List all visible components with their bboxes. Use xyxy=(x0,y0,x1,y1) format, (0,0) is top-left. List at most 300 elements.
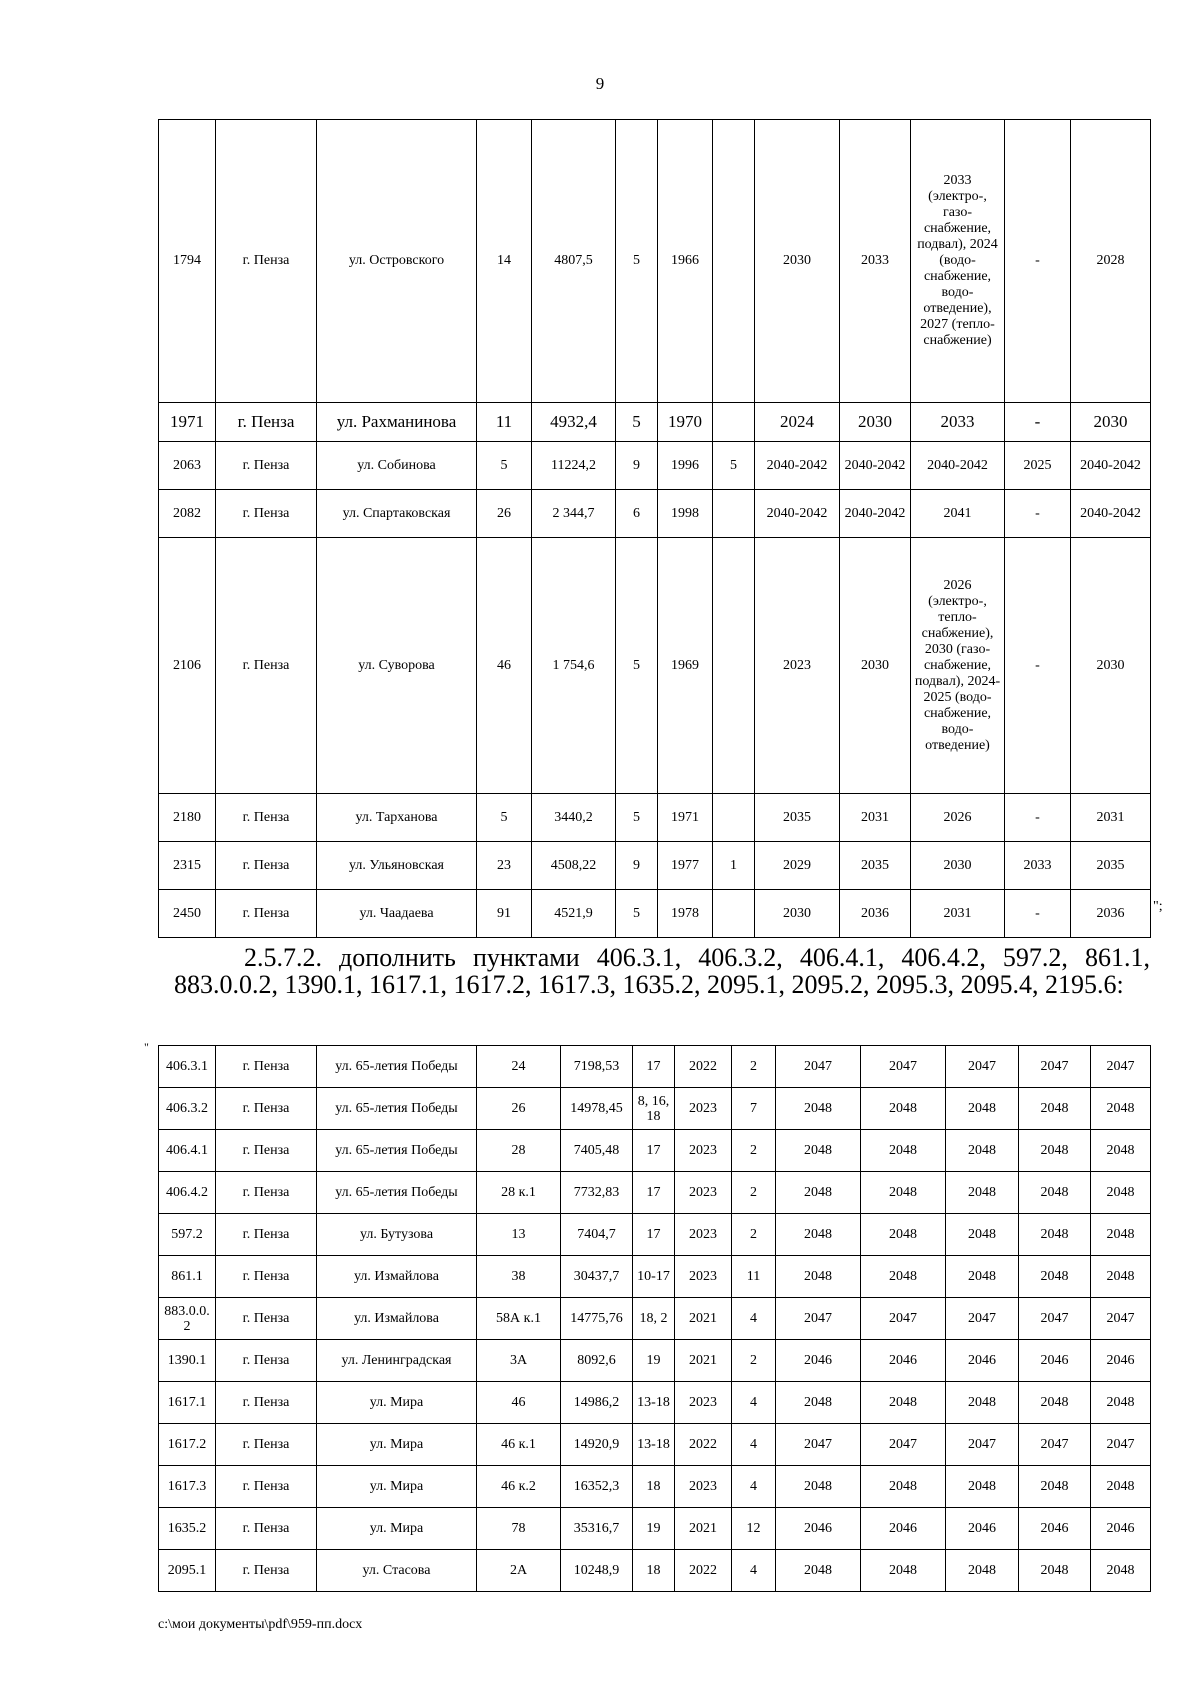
table-cell: 2047 xyxy=(1019,1424,1091,1466)
buildings-table-continued xyxy=(158,119,1151,938)
table-cell: 2022 xyxy=(675,1046,732,1088)
table-cell: 11224,2 xyxy=(532,442,616,490)
table-cell: 14978,45 xyxy=(561,1088,633,1130)
table-cell: 46 xyxy=(477,538,532,794)
table-cell: 2040-2042 xyxy=(840,442,911,490)
table-cell: 2063 xyxy=(159,442,216,490)
table-cell: 406.4.2 xyxy=(159,1172,216,1214)
table-cell: 2047 xyxy=(1091,1424,1151,1466)
table-cell: 2048 xyxy=(776,1550,861,1592)
table-cell: г. Пенза xyxy=(216,794,317,842)
table-cell: 2048 xyxy=(946,1382,1019,1424)
table-cell: 4 xyxy=(732,1382,776,1424)
table-cell: 18 xyxy=(633,1466,675,1508)
table-cell: 2023 xyxy=(675,1382,732,1424)
table-row xyxy=(159,842,1151,890)
table-cell: ул. Измайлова xyxy=(317,1298,477,1340)
table-cell: 38 xyxy=(477,1256,561,1298)
table-cell: 5 xyxy=(616,403,658,442)
table-cell: 2047 xyxy=(946,1298,1019,1340)
table-cell: 2 xyxy=(732,1340,776,1382)
table-cell: 1390.1 xyxy=(159,1340,216,1382)
table-cell: 9 xyxy=(616,442,658,490)
table-cell: 1969 xyxy=(658,538,713,794)
table-cell: 28 xyxy=(477,1130,561,1172)
table-cell: 2 xyxy=(732,1172,776,1214)
table-cell: 3А xyxy=(477,1340,561,1382)
page-number: 9 xyxy=(595,74,605,93)
table-cell: 2047 xyxy=(776,1298,861,1340)
table-cell: 2048 xyxy=(861,1256,946,1298)
table-row xyxy=(159,794,1151,842)
table-cell: 4521,9 xyxy=(532,890,616,938)
table-row xyxy=(159,120,1151,403)
table-cell: г. Пенза xyxy=(216,538,317,794)
table-cell: 6 xyxy=(616,490,658,538)
table-cell: 2036 xyxy=(840,890,911,938)
table-cell: 2024 xyxy=(755,403,840,442)
amendment-paragraph xyxy=(174,944,1150,998)
table-cell: - xyxy=(1005,120,1071,403)
table-cell: ул. 65-летия Победы xyxy=(317,1130,477,1172)
table-cell: ул. Ульяновская xyxy=(317,842,477,890)
table-cell: г. Пенза xyxy=(216,1256,317,1298)
table-cell: 26 xyxy=(477,490,532,538)
table-cell: 2023 xyxy=(675,1172,732,1214)
table-cell: 10248,9 xyxy=(561,1550,633,1592)
table-cell: 7732,83 xyxy=(561,1172,633,1214)
table-cell: 2023 xyxy=(675,1130,732,1172)
table-cell: 2046 xyxy=(1019,1340,1091,1382)
table-cell: 5 xyxy=(477,794,532,842)
table-cell: 597.2 xyxy=(159,1214,216,1256)
table-cell: 2047 xyxy=(776,1046,861,1088)
table-cell: 91 xyxy=(477,890,532,938)
table-cell: 28 к.1 xyxy=(477,1172,561,1214)
table-cell: ул. Рахманинова xyxy=(317,403,477,442)
table-cell: ул. Мира xyxy=(317,1466,477,1508)
table-cell: 1 xyxy=(713,842,755,890)
table-cell: 16352,3 xyxy=(561,1466,633,1508)
table-cell: 2046 xyxy=(1019,1508,1091,1550)
table-cell: 2033 xyxy=(911,403,1005,442)
table-cell: 2030 xyxy=(840,403,911,442)
table-cell: ул. 65-летия Победы xyxy=(317,1046,477,1088)
table-cell: 19 xyxy=(633,1508,675,1550)
table-cell: 2315 xyxy=(159,842,216,890)
table-cell xyxy=(713,538,755,794)
table-cell: 2023 xyxy=(675,1088,732,1130)
table-cell: 2048 xyxy=(861,1214,946,1256)
table-cell: г. Пенза xyxy=(216,890,317,938)
table-cell: 5 xyxy=(616,538,658,794)
table-cell: 2048 xyxy=(946,1550,1019,1592)
table-cell: - xyxy=(1005,794,1071,842)
table-cell: 2022 xyxy=(675,1424,732,1466)
table-cell: 2047 xyxy=(861,1424,946,1466)
table-cell: ул. Тарханова xyxy=(317,794,477,842)
table-cell: ул. 65-летия Победы xyxy=(317,1172,477,1214)
table-cell: 2040-2042 xyxy=(840,490,911,538)
table-cell: 17 xyxy=(633,1046,675,1088)
closing-quote: "; xyxy=(1153,899,1163,914)
table-cell: 2030 xyxy=(755,890,840,938)
table-cell: 2030 xyxy=(911,842,1005,890)
table-cell: 18 xyxy=(633,1550,675,1592)
table-cell: 46 к.2 xyxy=(477,1466,561,1508)
table-cell: ул. Островского xyxy=(317,120,477,403)
table-cell: 2048 xyxy=(1019,1382,1091,1424)
table-cell: г. Пенза xyxy=(216,1466,317,1508)
table-row xyxy=(159,538,1151,794)
table-cell: 1617.3 xyxy=(159,1466,216,1508)
table-cell: 4 xyxy=(732,1550,776,1592)
table-cell: 2048 xyxy=(861,1550,946,1592)
table-cell: 46 xyxy=(477,1382,561,1424)
table-cell: 2029 xyxy=(755,842,840,890)
table-cell: 4508,22 xyxy=(532,842,616,890)
table-cell: 2048 xyxy=(1091,1172,1151,1214)
table-cell xyxy=(713,890,755,938)
table-cell: 1971 xyxy=(159,403,216,442)
table-cell: 26 xyxy=(477,1088,561,1130)
table-cell: 2031 xyxy=(1071,794,1151,842)
table-cell: 2031 xyxy=(840,794,911,842)
table-cell: 3440,2 xyxy=(532,794,616,842)
table-cell: 406.4.1 xyxy=(159,1130,216,1172)
table-cell: 2047 xyxy=(776,1424,861,1466)
table-cell: 2А xyxy=(477,1550,561,1592)
table-row xyxy=(159,1382,1151,1424)
table-cell: 4 xyxy=(732,1298,776,1340)
table-cell: 2048 xyxy=(1091,1466,1151,1508)
table-cell: - xyxy=(1005,538,1071,794)
table-cell: 2030 xyxy=(1071,403,1151,442)
table-cell: 2046 xyxy=(1091,1340,1151,1382)
table-cell: г. Пенза xyxy=(216,1382,317,1424)
table-cell: ул. Собинова xyxy=(317,442,477,490)
table-cell: ул. Мира xyxy=(317,1508,477,1550)
table-cell: 17 xyxy=(633,1172,675,1214)
table-cell: 4807,5 xyxy=(532,120,616,403)
table-cell: 2048 xyxy=(1091,1256,1151,1298)
table-cell: г. Пенза xyxy=(216,1172,317,1214)
table-cell: 1617.2 xyxy=(159,1424,216,1466)
opening-quote: " xyxy=(144,1040,149,1054)
table-cell: 2047 xyxy=(861,1298,946,1340)
footer-file-path: c:\мои документы\pdf\959-пп.docx xyxy=(158,1617,363,1632)
table-cell: 11 xyxy=(477,403,532,442)
table-cell: 2046 xyxy=(1091,1508,1151,1550)
table-cell: 2030 xyxy=(755,120,840,403)
table-cell: 2031 xyxy=(911,890,1005,938)
table-cell: г. Пенза xyxy=(216,120,317,403)
table-cell: 23 xyxy=(477,842,532,890)
table-cell: 2040-2042 xyxy=(1071,442,1151,490)
table-cell: 17 xyxy=(633,1214,675,1256)
table-cell: 2033 xyxy=(1005,842,1071,890)
table-cell: 2026 (электро-, тепло-снабжение), 2030 (газо-снабжение, подвал), 2024-2025 (водо-снабжение, водо-отведение) xyxy=(911,538,1005,794)
table-row xyxy=(159,403,1151,442)
table-cell: 2 xyxy=(732,1046,776,1088)
table-cell: 2023 xyxy=(675,1466,732,1508)
table-cell: - xyxy=(1005,403,1071,442)
table-cell: 4 xyxy=(732,1424,776,1466)
table-cell: - xyxy=(1005,890,1071,938)
table-cell: г. Пенза xyxy=(216,1214,317,1256)
table-cell: 2048 xyxy=(776,1172,861,1214)
table-cell: г. Пенза xyxy=(216,442,317,490)
table-cell: 2047 xyxy=(1019,1298,1091,1340)
table-cell: 2040-2042 xyxy=(755,442,840,490)
table-cell: 2048 xyxy=(1019,1466,1091,1508)
table-cell: 2047 xyxy=(1019,1046,1091,1088)
table-cell: 12 xyxy=(732,1508,776,1550)
table-cell: 2028 xyxy=(1071,120,1151,403)
table-cell: 2046 xyxy=(861,1340,946,1382)
table-cell: 7198,53 xyxy=(561,1046,633,1088)
table-cell: 7405,48 xyxy=(561,1130,633,1172)
table-cell: 2040-2042 xyxy=(755,490,840,538)
table-row xyxy=(159,1130,1151,1172)
table-cell: 2048 xyxy=(776,1256,861,1298)
table-cell: 2 xyxy=(732,1214,776,1256)
table-cell: 2048 xyxy=(946,1214,1019,1256)
table-cell: 2047 xyxy=(1091,1046,1151,1088)
table-cell: 14986,2 xyxy=(561,1382,633,1424)
table-row xyxy=(159,1298,1151,1340)
table-row xyxy=(159,1550,1151,1592)
table-cell: г. Пенза xyxy=(216,1340,317,1382)
table-cell: 2047 xyxy=(861,1046,946,1088)
table-cell: 2048 xyxy=(776,1382,861,1424)
table-cell: 2048 xyxy=(1019,1256,1091,1298)
table-cell: 2030 xyxy=(1071,538,1151,794)
table-cell: ул. Мира xyxy=(317,1382,477,1424)
table-cell: 2046 xyxy=(776,1340,861,1382)
table-cell: ул. Мира xyxy=(317,1424,477,1466)
table-cell: г. Пенза xyxy=(216,1424,317,1466)
table-cell: 4932,4 xyxy=(532,403,616,442)
table-cell: 58А к.1 xyxy=(477,1298,561,1340)
table-cell: 2048 xyxy=(1091,1214,1151,1256)
table-cell: 2040-2042 xyxy=(1071,490,1151,538)
table-cell: 2033 (электро-, газо-снабжение, подвал), 2024 (водо-снабжение, водо-отведение), 2027 (тепло-снабжение) xyxy=(911,120,1005,403)
table-cell: 2 xyxy=(732,1130,776,1172)
table-cell xyxy=(713,403,755,442)
table-cell: 2048 xyxy=(1091,1382,1151,1424)
table-cell: 2021 xyxy=(675,1298,732,1340)
table-cell: 5 xyxy=(616,794,658,842)
table-cell: 2048 xyxy=(776,1466,861,1508)
table-cell: 2048 xyxy=(1019,1550,1091,1592)
table-cell: 2046 xyxy=(946,1340,1019,1382)
table-cell: 30437,7 xyxy=(561,1256,633,1298)
table-cell: 14775,76 xyxy=(561,1298,633,1340)
table-cell: ул. Чаадаева xyxy=(317,890,477,938)
table-cell: г. Пенза xyxy=(216,842,317,890)
table-cell: 5 xyxy=(477,442,532,490)
table-cell: 2048 xyxy=(946,1256,1019,1298)
table-cell: 2048 xyxy=(861,1382,946,1424)
table-cell: - xyxy=(1005,490,1071,538)
table-cell: 2023 xyxy=(675,1256,732,1298)
table-cell xyxy=(713,490,755,538)
table-row xyxy=(159,1172,1151,1214)
table-cell: 7 xyxy=(732,1088,776,1130)
table-cell: ул. Стасова xyxy=(317,1550,477,1592)
table-cell: ул. Спартаковская xyxy=(317,490,477,538)
table-row xyxy=(159,1508,1151,1550)
table-cell: г. Пенза xyxy=(216,403,317,442)
table-cell: 2048 xyxy=(946,1088,1019,1130)
table-cell: 9 xyxy=(616,842,658,890)
table-cell xyxy=(713,794,755,842)
table-cell: 2047 xyxy=(946,1424,1019,1466)
table-cell: 2047 xyxy=(946,1046,1019,1088)
table-cell: 861.1 xyxy=(159,1256,216,1298)
table-cell: 13-18 xyxy=(633,1424,675,1466)
table-cell: г. Пенза xyxy=(216,1550,317,1592)
table-cell: 2450 xyxy=(159,890,216,938)
table-cell: г. Пенза xyxy=(216,1046,317,1088)
table-cell: 1998 xyxy=(658,490,713,538)
table-row xyxy=(159,890,1151,938)
table-cell: 2033 xyxy=(840,120,911,403)
table-cell: 17 xyxy=(633,1130,675,1172)
table-cell: 2035 xyxy=(755,794,840,842)
table-cell: 5 xyxy=(616,890,658,938)
table-cell: 1966 xyxy=(658,120,713,403)
table-cell: г. Пенза xyxy=(216,490,317,538)
table-cell: 406.3.2 xyxy=(159,1088,216,1130)
table-cell: 2022 xyxy=(675,1550,732,1592)
table-cell: 18, 2 xyxy=(633,1298,675,1340)
table-cell: 1996 xyxy=(658,442,713,490)
table-cell: 2021 xyxy=(675,1340,732,1382)
buildings-table-added xyxy=(158,1045,1151,1592)
table-row xyxy=(159,1424,1151,1466)
table-cell: 13-18 xyxy=(633,1382,675,1424)
table-cell: 2048 xyxy=(861,1088,946,1130)
table-cell: 8092,6 xyxy=(561,1340,633,1382)
table-cell: 14920,9 xyxy=(561,1424,633,1466)
table-cell: 2023 xyxy=(755,538,840,794)
table-cell: 2048 xyxy=(861,1130,946,1172)
table-cell: 2180 xyxy=(159,794,216,842)
table-cell: 2048 xyxy=(776,1214,861,1256)
table-row xyxy=(159,1466,1151,1508)
table-cell: 2 344,7 xyxy=(532,490,616,538)
table-cell: 2095.1 xyxy=(159,1550,216,1592)
table-cell: ул. Измайлова xyxy=(317,1256,477,1298)
amendment-text: 2.5.7.2. дополнить пунктами 406.3.1, 406.3.2, 406.4.1, 406.4.2, 597.2, 861.1, 883.0.0.2, 1390.1, 1617.1, 1617.2, 1617.3, 1635.2, 2095.1, 2095.2, 2095.3, 2095.4, 2195.6: xyxy=(174,943,1150,999)
table-cell: 883.0.0.2 xyxy=(159,1298,216,1340)
table-cell: 2023 xyxy=(675,1214,732,1256)
table-cell: 2048 xyxy=(1019,1130,1091,1172)
table-cell: 2048 xyxy=(1091,1130,1151,1172)
table-cell: 13 xyxy=(477,1214,561,1256)
table-cell: 2048 xyxy=(1091,1088,1151,1130)
table-row xyxy=(159,1256,1151,1298)
table-cell: 1 754,6 xyxy=(532,538,616,794)
table-cell: 2047 xyxy=(1091,1298,1151,1340)
table-cell: 1970 xyxy=(658,403,713,442)
table-cell: 2048 xyxy=(1091,1550,1151,1592)
table-cell: 2048 xyxy=(1019,1172,1091,1214)
table-cell: 1617.1 xyxy=(159,1382,216,1424)
table-cell: 1635.2 xyxy=(159,1508,216,1550)
table-cell: 2046 xyxy=(776,1508,861,1550)
table-cell: 2048 xyxy=(946,1130,1019,1172)
table-cell: 1794 xyxy=(159,120,216,403)
table-cell: 8, 16, 18 xyxy=(633,1088,675,1130)
table-row xyxy=(159,1214,1151,1256)
table-cell: г. Пенза xyxy=(216,1298,317,1340)
table-cell: 1971 xyxy=(658,794,713,842)
table-row xyxy=(159,1046,1151,1088)
table-cell: 7404,7 xyxy=(561,1214,633,1256)
table-cell: 2025 xyxy=(1005,442,1071,490)
table-cell: 2030 xyxy=(840,538,911,794)
table-cell: 2035 xyxy=(1071,842,1151,890)
table-cell: 11 xyxy=(732,1256,776,1298)
table-cell: 19 xyxy=(633,1340,675,1382)
table-cell: г. Пенза xyxy=(216,1130,317,1172)
table-cell xyxy=(713,120,755,403)
table-cell: 2046 xyxy=(861,1508,946,1550)
table-cell: 2021 xyxy=(675,1508,732,1550)
table-cell: 1977 xyxy=(658,842,713,890)
table-row xyxy=(159,442,1151,490)
table-row xyxy=(159,490,1151,538)
table-row xyxy=(159,1340,1151,1382)
table-cell: 2046 xyxy=(946,1508,1019,1550)
table-cell: 2026 xyxy=(911,794,1005,842)
table-cell: 2048 xyxy=(776,1130,861,1172)
table-cell: г. Пенза xyxy=(216,1088,317,1130)
table-cell: 2048 xyxy=(946,1466,1019,1508)
table-cell: 46 к.1 xyxy=(477,1424,561,1466)
table-cell: 2048 xyxy=(861,1466,946,1508)
table-cell: 2041 xyxy=(911,490,1005,538)
table-cell: ул. Бутузова xyxy=(317,1214,477,1256)
table-cell: 2048 xyxy=(946,1172,1019,1214)
table-cell: 35316,7 xyxy=(561,1508,633,1550)
table-cell: 2048 xyxy=(776,1088,861,1130)
table-cell: 4 xyxy=(732,1466,776,1508)
table-cell: 5 xyxy=(713,442,755,490)
table-cell: 5 xyxy=(616,120,658,403)
table-cell: 2048 xyxy=(1019,1088,1091,1130)
table-cell: 2040-2042 xyxy=(911,442,1005,490)
table-cell: 2035 xyxy=(840,842,911,890)
table-cell: 2106 xyxy=(159,538,216,794)
table-cell: г. Пенза xyxy=(216,1508,317,1550)
table-cell: 14 xyxy=(477,120,532,403)
table-cell: 2048 xyxy=(861,1172,946,1214)
table-cell: 1978 xyxy=(658,890,713,938)
table-cell: 2036 xyxy=(1071,890,1151,938)
table-cell: 24 xyxy=(477,1046,561,1088)
table-cell: ул. Суворова xyxy=(317,538,477,794)
table-cell: 406.3.1 xyxy=(159,1046,216,1088)
table-cell: 10-17 xyxy=(633,1256,675,1298)
table-cell: 2082 xyxy=(159,490,216,538)
table-cell: ул. 65-летия Победы xyxy=(317,1088,477,1130)
table-cell: 2048 xyxy=(1019,1214,1091,1256)
table-row xyxy=(159,1088,1151,1130)
